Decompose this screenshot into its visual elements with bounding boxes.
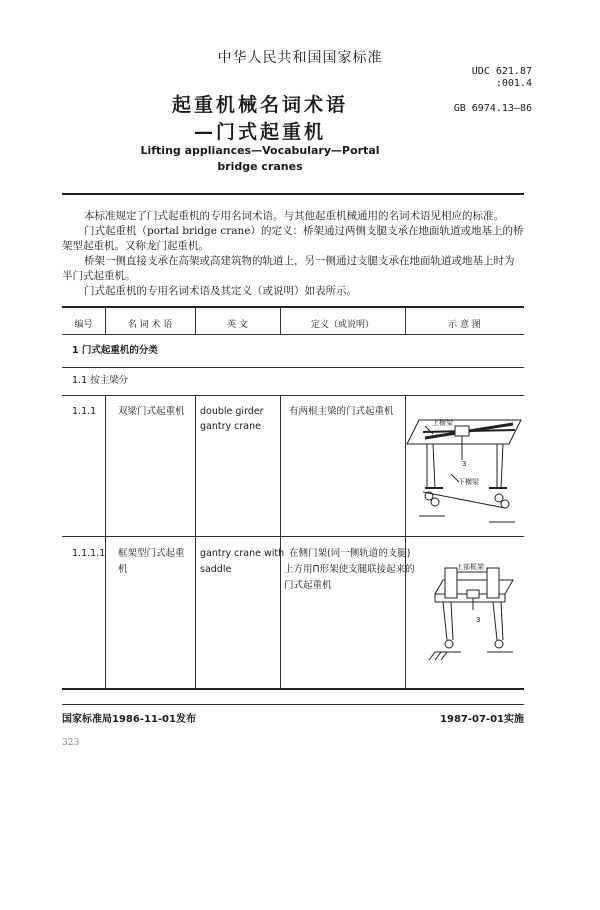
title-en-line-1: Lifting appliances—Vocabulary—Portal [140, 144, 380, 157]
gb-number: GB 6974.13—86 [453, 103, 532, 114]
header-number: 编号 [74, 320, 93, 330]
title-cn-line-2: —门式起重机 [193, 121, 326, 143]
diagram-mark: 3 [476, 616, 481, 624]
title-en-line-2: bridge cranes [217, 160, 303, 173]
diagram-label-upper-frame: 上部框架 [456, 563, 484, 571]
diagram-label-upper-beam: 上横梁 [432, 419, 453, 427]
section-heading-1-1: 1.1 按主梁分 [72, 375, 129, 386]
row-term-line-2: 机 [118, 564, 128, 575]
intro-paragraph-2: 门式起重机（portal bridge crane）的定义：桥架通过两侧支腿支承在地面轨道或地基上的桥架型起重机。又称龙门起重机。 [62, 225, 524, 252]
col-divider [105, 395, 106, 688]
effective-date: 1987-07-01实施 [440, 714, 524, 725]
udc-line-1: UDC 621.87 [471, 66, 532, 77]
header-term: 名 词 术 语 [127, 320, 173, 330]
row-english-line-2: gantry crane [200, 421, 261, 432]
row-term: 双梁门式起重机 [118, 406, 185, 417]
title-cn-line-1: 起重机械名词术语 [171, 94, 348, 116]
row-english-line-1: double girder [200, 406, 264, 417]
issued-date: 国家标准局1986-11-01发布 [62, 714, 196, 725]
row-number: 1.1.1.1 [72, 548, 106, 559]
header-english: 英 文 [227, 320, 248, 330]
header-definition: 定义（或说明） [310, 320, 374, 330]
diagram-label-lower-beam: 下横梁 [458, 478, 479, 486]
row-number: 1.1.1 [72, 406, 97, 417]
intro-paragraph-4: 门式起重机的专用名词术语及其定义（或说明）如表所示。 [84, 285, 357, 297]
intro-paragraph-1: 本标准规定了门式起重机的专用名词术语。与其他起重机械通用的名词术语见相应的标准。 [84, 210, 504, 222]
udc-number [472, 66, 532, 90]
table-bottom-rule [62, 688, 524, 690]
section-heading-1: 1 门式起重机的分类 [72, 345, 158, 356]
udc-line-2: :001.4 [495, 78, 532, 89]
table-header-rule [62, 334, 524, 335]
table-top-rule [62, 306, 524, 308]
header-rule [62, 193, 524, 195]
row-rule [62, 536, 524, 537]
col-divider [280, 395, 281, 688]
saddle-gantry-crane-diagram [405, 560, 524, 672]
standard-label: 中华人民共和国国家标准 [217, 50, 383, 66]
row-definition-line-1: 在侧门架(同一侧轨道的支腿) [289, 548, 411, 559]
row-english-line-1: gantry crane with [200, 548, 285, 559]
row-definition-line-3: 门式起重机 [284, 580, 332, 591]
intro-paragraph-3: 桥架一侧直接支承在高架或高建筑物的轨道上，另一侧通过支腿支承在地面轨道或地基上时为半门式起重机。 [62, 255, 515, 282]
header-diagram: 示 意 图 [448, 320, 481, 330]
col-divider [195, 395, 196, 688]
diagram-mark: 3 [462, 460, 467, 468]
page-number: 323 [62, 738, 80, 748]
row-definition: 有两根主梁的门式起重机 [289, 406, 394, 417]
footer-rule [62, 704, 524, 705]
row-definition-line-2: 上方用П形架使支腿联接起来的 [284, 564, 415, 575]
row-term-line-1: 框架型门式起重 [118, 548, 185, 559]
row-english-line-2: saddle [200, 564, 232, 575]
section-rule [62, 367, 524, 368]
